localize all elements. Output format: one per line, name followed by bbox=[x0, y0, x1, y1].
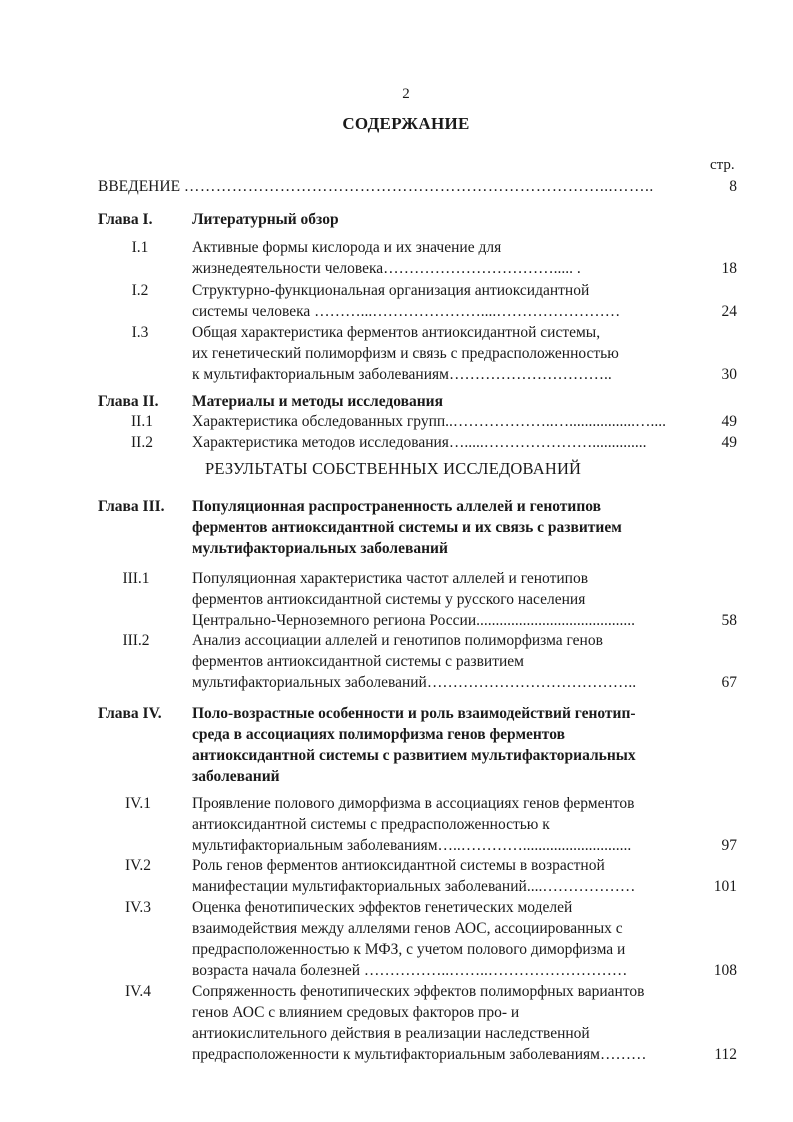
chapter3-title-line: Популяционная распространенность аллелей и генотипов bbox=[192, 498, 602, 515]
toc-item-line: взаимодействия между аллелями генов АОС, ассоциированных с bbox=[192, 920, 623, 937]
chapter4-title-line: Поло-возрастные особенности и роль взаимодействий генотип- bbox=[192, 705, 636, 722]
intro-page: 8 bbox=[729, 178, 737, 195]
toc-intro bbox=[98, 176, 698, 197]
results-section-header: РЕЗУЛЬТАТЫ СОБСТВЕННЫХ ИССЛЕДОВАНИЙ bbox=[205, 459, 582, 478]
page-title: СОДЕРЖАНИЕ bbox=[342, 114, 470, 133]
chapter4-number: Глава IV. bbox=[98, 705, 162, 722]
toc-item-line: манифестации мультифакториальных заболеваний....……………… bbox=[192, 878, 636, 895]
toc-item-line: Оценка фенотипических эффектов генетических моделей bbox=[192, 899, 573, 916]
toc-item-number: IV.2 bbox=[125, 857, 151, 874]
toc-item-line: ферментов антиоксидантной системы с развитием bbox=[192, 653, 524, 670]
chapter1-title: Литературный обзор bbox=[192, 211, 339, 228]
toc-item-page: 58 bbox=[721, 612, 737, 629]
toc-item-line: Проявление полового диморфизма в ассоциациях генов ферментов bbox=[192, 795, 635, 812]
chapter3-number: Глава III. bbox=[98, 498, 165, 515]
toc-item-page: 97 bbox=[721, 837, 737, 854]
toc-item-page: 108 bbox=[713, 962, 737, 979]
toc-item-line: антиоксидантной системы с предрасположенностью к bbox=[192, 816, 550, 833]
toc-item-page: 49 bbox=[721, 413, 737, 430]
toc-item-line: предрасположенности к мультифакториальным заболеваниям……… bbox=[192, 1046, 647, 1063]
toc-item-number: III.1 bbox=[122, 570, 150, 587]
toc-item-line: предрасположенностью к МФЗ, с учетом полового диморфизма и bbox=[192, 941, 626, 958]
toc-item-line: Активные формы кислорода и их значение для bbox=[192, 239, 502, 256]
toc-item-line: Характеристика обследованных групп..………………..….................….... bbox=[192, 413, 667, 430]
chapter4-title-line: антиоксидантной системы с развитием мультифакториальных bbox=[192, 747, 636, 764]
toc-item-line: к мультифакториальным заболеваниям………………………….. bbox=[192, 366, 612, 383]
page-number: 2 bbox=[402, 86, 410, 102]
toc-item-line: ферментов антиоксидантной системы у русского населения bbox=[192, 591, 586, 608]
toc-item-line: генов АОС с влиянием средовых факторов про- и bbox=[192, 1004, 520, 1021]
toc-item-page: 112 bbox=[714, 1046, 737, 1063]
chapter2-number: Глава II. bbox=[98, 393, 159, 410]
chapter2-title: Материалы и методы исследования bbox=[192, 393, 443, 410]
chapter3-title-line: ферментов антиоксидантной системы и их связь с развитием bbox=[192, 519, 622, 536]
toc-item-line: мультифакториальным заболеваниям…..…………............................ bbox=[192, 837, 632, 854]
toc-item-line: Общая характеристика ферментов антиоксидантной системы, bbox=[192, 324, 601, 341]
toc-item-line: Роль генов ферментов антиоксидантной системы в возрастной bbox=[192, 857, 605, 874]
toc-item-number: I.2 bbox=[131, 282, 149, 299]
toc-item-line: Популяционная характеристика частот аллелей и генотипов bbox=[192, 570, 589, 587]
toc-item-line: Характеристика методов исследования….....………………….............. bbox=[192, 434, 647, 451]
chapter3-title-line: мультифакториальных заболеваний bbox=[192, 540, 448, 557]
chapter1-number: Глава I. bbox=[98, 211, 153, 228]
chapter4-title-line: заболеваний bbox=[192, 768, 280, 785]
toc-item-line: Структурно-функциональная организация антиоксидантной bbox=[192, 282, 590, 299]
toc-item-line: их генетический полиморфизм и связь с предрасположенностью bbox=[192, 345, 619, 362]
toc-item-line: антиокислительного действия в реализации наследственной bbox=[192, 1025, 590, 1042]
toc-item-number: IV.1 bbox=[125, 795, 151, 812]
toc-item-page: 24 bbox=[721, 303, 737, 320]
toc-item-number: II.2 bbox=[131, 434, 153, 451]
toc-item-page: 49 bbox=[721, 434, 737, 451]
toc-item-number: I.1 bbox=[131, 239, 149, 256]
toc-item-page: 67 bbox=[721, 674, 737, 691]
toc-item-line: мультифакториальных заболеваний………………………………….. bbox=[192, 674, 637, 691]
toc-item-number: I.3 bbox=[131, 324, 149, 341]
toc-item-page: 18 bbox=[721, 260, 737, 277]
chapter4-title-line: среда в ассоциациях полиморфизма генов ферментов bbox=[192, 726, 565, 743]
intro-label: ВВЕДЕНИЕ bbox=[98, 178, 181, 195]
intro-leader: ……………………………………………………………………...…….. bbox=[183, 178, 654, 195]
toc-item-number: III.2 bbox=[122, 632, 150, 649]
toc-item-line: Сопряженность фенотипических эффектов полиморфных вариантов bbox=[192, 983, 645, 1000]
toc-item-number: IV.4 bbox=[125, 983, 151, 1000]
toc-item-number: IV.3 bbox=[125, 899, 151, 916]
toc-item-line: Анализ ассоциации аллелей и генотипов полиморфизма генов bbox=[192, 632, 603, 649]
toc-item-line: возраста начала болезней ……………..……..……………………… bbox=[192, 962, 628, 979]
toc-item-page: 101 bbox=[713, 878, 737, 895]
toc-item-line: системы человека ………...…………………....…………………… bbox=[192, 303, 621, 320]
toc-item-page: 30 bbox=[721, 366, 737, 383]
toc-item-number: II.1 bbox=[131, 413, 153, 430]
toc-item-line: Центрально-Черноземного региона России......................................... bbox=[192, 612, 635, 629]
toc-item-line: жизнедеятельности человека……………………………..... . bbox=[192, 260, 581, 277]
pages-column-label: стр. bbox=[710, 157, 735, 173]
